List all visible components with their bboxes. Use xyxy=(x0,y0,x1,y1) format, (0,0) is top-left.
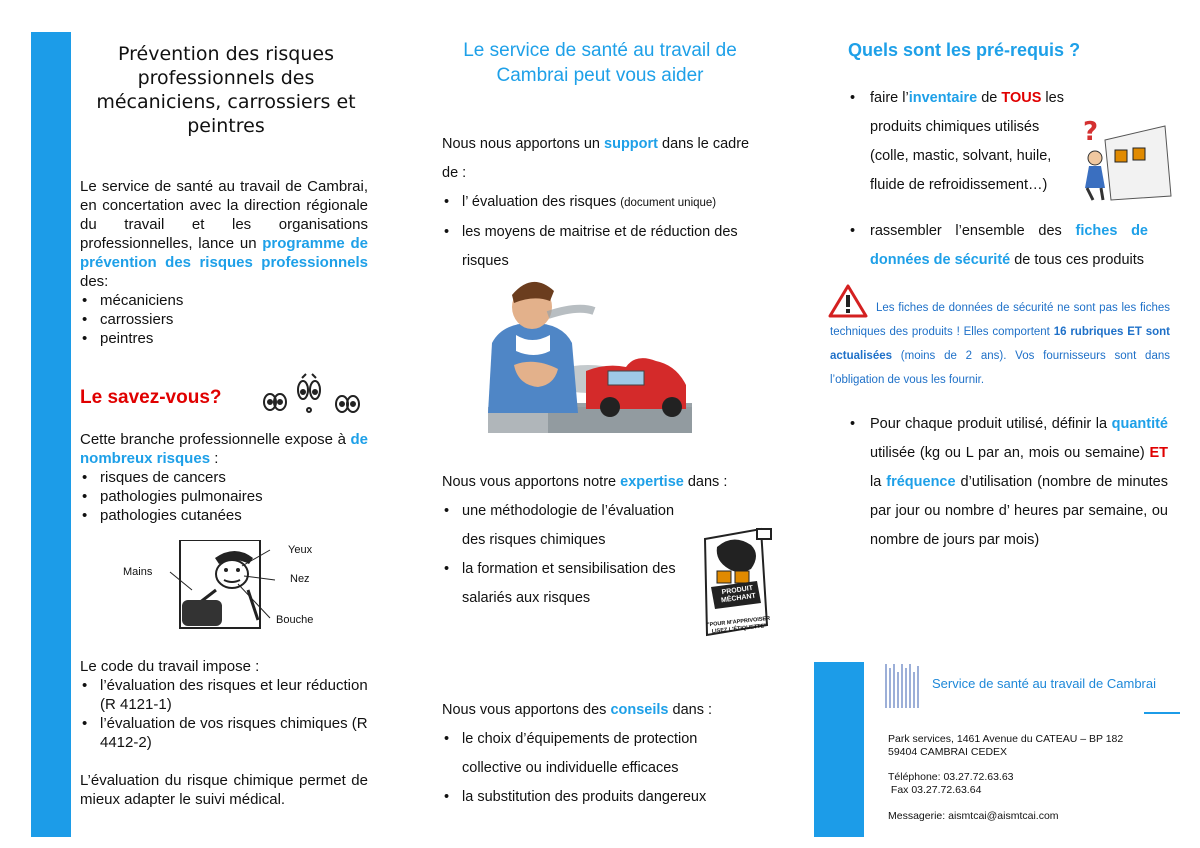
conseils-intro xyxy=(442,696,752,725)
leaflet-title: Prévention des risques professionnels des mécaniciens, carrossiers et peintres xyxy=(96,43,356,137)
item-text: les produits chimiques utilisés (colle, mastic, solvant, huile, fluide de refroidissement…) xyxy=(870,90,1064,193)
tous-highlight: TOUS xyxy=(1001,90,1042,106)
support-highlight: support xyxy=(604,136,658,152)
intro-paragraph xyxy=(80,177,368,348)
conseils-highlight: conseils xyxy=(610,702,669,718)
aismt-logo-icon xyxy=(884,662,920,710)
list-item: • pathologies cutanées xyxy=(80,506,368,525)
svg-text:?: ? xyxy=(1083,117,1099,147)
list-item: • l’évaluation de vos risques chimiques (R 4412-2) xyxy=(80,714,368,752)
expertise-text: Nous vous apportons notre xyxy=(442,474,621,490)
list-item xyxy=(848,217,1148,275)
list-item: • le choix d’équipements de protection collective ou individuelle efficaces xyxy=(442,725,732,783)
label-bouche: Bouche xyxy=(276,614,314,626)
item-text: utilisée (kg ou L par an, mois ou semaine) xyxy=(870,445,1150,461)
list-item: • une méthodologie de l’évaluation des risques chimiques xyxy=(442,497,697,555)
support-text-end: dans le cadre de : xyxy=(442,136,750,181)
frequence-highlight: fréquence xyxy=(886,474,956,490)
footer-underline xyxy=(1144,712,1180,714)
list-item: • mécaniciens xyxy=(80,291,368,310)
list-item xyxy=(848,410,1168,555)
branche-text: Cette branche professionnelle expose à xyxy=(80,431,351,448)
code-travail-block xyxy=(80,657,368,752)
expertise-list xyxy=(442,497,697,613)
list-item xyxy=(848,84,1068,200)
branche-paragraph xyxy=(80,430,368,525)
target-list xyxy=(80,291,368,348)
telephone: Téléphone: 03.27.72.63.63 xyxy=(888,771,1014,783)
programme-highlight: programme de prévention des risques professionnels xyxy=(80,235,368,271)
label-mains: Mains xyxy=(123,566,153,578)
prerequisites-list-2 xyxy=(848,217,1148,275)
expertise-intro xyxy=(442,468,762,497)
prerequisites-title: Quels sont les pré-requis ? xyxy=(848,40,1081,60)
list-item: • risques de cancers xyxy=(80,468,368,487)
label-yeux: Yeux xyxy=(288,544,313,556)
mean-product-can xyxy=(697,525,779,642)
fax: Fax 03.27.72.63.64 xyxy=(888,784,982,796)
warning-text: Les fiches de données de sécurité ne sont pas les fiches techniques des produits ! Elles comportent xyxy=(830,302,1170,338)
conseils-block xyxy=(442,696,752,812)
item-text: d’utilisation (nombre de minutes par jour ou nombre d’ heures par semaine, ou nombre de jours par mois) xyxy=(870,474,1168,548)
code-list xyxy=(80,676,368,752)
savez-vous-heading: Le savez-vous? xyxy=(80,387,222,408)
list-item: • carrossiers xyxy=(80,310,368,329)
question-man-icon xyxy=(1075,110,1175,202)
intro-text: Le service de santé au travail de Cambrai, en concertation avec la direction régionale du travail et les organisations professionnelles, lance un xyxy=(80,178,368,252)
fds-highlight: fiches de données de sécurité xyxy=(870,223,1149,268)
inventaire-highlight: inventaire xyxy=(908,90,978,106)
et-highlight: ET xyxy=(1149,445,1168,461)
can-label-produit: PRODUIT MÉCHANT xyxy=(720,584,757,605)
item-text: de tous ces produits xyxy=(1010,252,1145,268)
column-title: Le service de santé au travail de Cambrai peut vous aider xyxy=(463,40,737,86)
footer-service-name: Service de santé au travail de Cambrai xyxy=(932,676,1157,691)
item-text: faire l’ xyxy=(870,90,909,106)
prerequisites-list-1 xyxy=(848,84,1068,200)
code-intro: Le code du travail impose : xyxy=(80,658,260,675)
item-text: Pour chaque produit utilisé, définir la xyxy=(870,416,1112,432)
expertise-text-end: dans : xyxy=(683,474,728,490)
intro-text-end: des: xyxy=(80,273,109,290)
risques-highlight: de nombreux risques xyxy=(80,431,368,467)
item-text: la xyxy=(870,474,887,490)
support-list xyxy=(442,188,762,276)
prerequisites-list-3 xyxy=(848,410,1168,555)
evaluation-paragraph: L’évaluation du risque chimique permet de mieux adapter le suivi médical. xyxy=(80,772,368,808)
conseils-list xyxy=(442,725,732,812)
support-block xyxy=(442,130,762,276)
item-text: rassembler l’ensemble des xyxy=(870,223,1076,239)
warning-bold: 16 rubriques ET sont actualisées xyxy=(830,326,1170,362)
email: Messagerie: aismtcai@aismtcai.com xyxy=(888,810,1059,822)
address-line-1: Park services, 1461 Avenue du CATEAU – BP 182 xyxy=(888,733,1124,745)
address-line-2: 59404 CAMBRAI CEDEX xyxy=(888,746,1008,758)
list-item: • la substitution des produits dangereux xyxy=(442,783,732,812)
coughing-man-illustration-icon xyxy=(488,275,692,433)
label-nez: Nez xyxy=(290,573,310,585)
quantite-highlight: quantité xyxy=(1111,416,1168,432)
list-item: • l’évaluation des risques et leur réduction (R 4121-1) xyxy=(80,676,368,714)
expertise-highlight: expertise xyxy=(620,474,684,490)
can-label-slogan: "POUR M'APPRIVOISER LISEZ L'ÉTIQUETTE" xyxy=(706,615,771,635)
list-item xyxy=(442,188,762,218)
list-item: • peintres xyxy=(80,329,368,348)
risk-list xyxy=(80,468,368,525)
cartoon-faces-icon xyxy=(258,372,363,420)
list-item: • pathologies pulmonaires xyxy=(80,487,368,506)
exposure-figure xyxy=(120,540,320,630)
support-text: Nous nous apportons un xyxy=(442,136,605,152)
list-item: • la formation et sensibilisation des salariés aux risques xyxy=(442,555,697,613)
document-unique-note: (document unique) xyxy=(620,197,717,209)
support-intro xyxy=(442,130,762,188)
conseils-text: Nous vous apportons des xyxy=(442,702,611,718)
branche-text-end: : xyxy=(210,450,219,467)
item-text: de xyxy=(977,90,1002,106)
fds-warning-note xyxy=(830,296,1170,392)
list-item: • les moyens de maitrise et de réduction des risques xyxy=(442,218,762,276)
support-item-text: l’ évaluation des risques xyxy=(462,194,621,210)
warning-text-end: (moins de 2 ans). Vos fournisseurs sont dans l’obligation de vous les fournir. xyxy=(830,350,1170,386)
left-blue-bar xyxy=(31,32,71,837)
footer-blue-bar xyxy=(814,662,864,837)
conseils-text-end: dans : xyxy=(668,702,713,718)
